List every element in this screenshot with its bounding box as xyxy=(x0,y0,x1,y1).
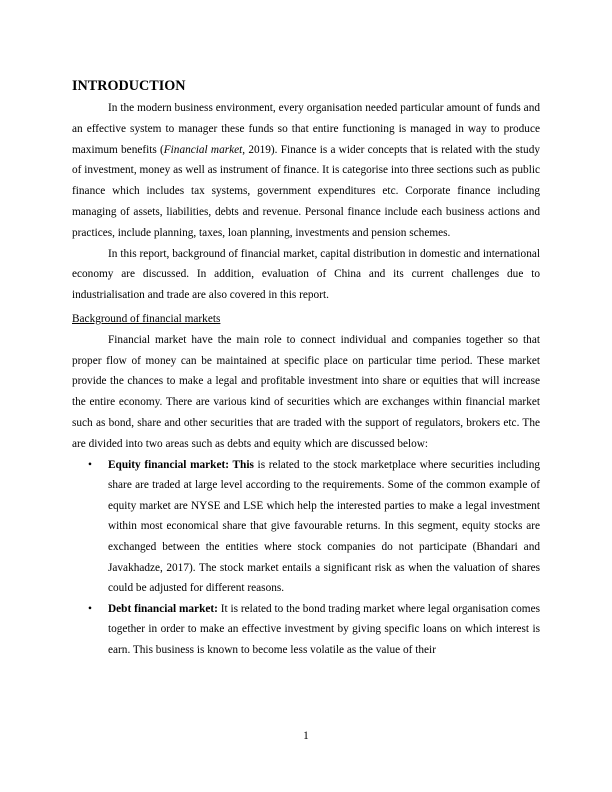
background-paragraph: Financial market have the main role to connect individual and companies together so that proper flow of money can be maintained at specific place on particular time period. These market provide the chances to make a legal and profitable investment into share or equities that will increase the entire economy. There are various kind of securities which are exchanges within financial market such as bond, share and other securities that are traded with the support of regulators, brokers etc. The are divided into two areas such as debts and equity which are discussed below: xyxy=(72,333,540,450)
subheading-background: Background of financial markets xyxy=(72,312,221,325)
list-item xyxy=(72,599,540,661)
bullet-icon: • xyxy=(88,458,92,471)
bullet-list xyxy=(72,455,540,661)
intro-text-part2: , 2019). Finance is a wider concepts that is related with the study of investment, money as well as instrument of finance. It is categorise into three sections such as public finance which includes tax systems, government expenditures etc. Corporate finance including managing of assets, liabilities, debts and revenue. Personal finance include each business actions and practices, include planning, taxes, loan planning, investments and pension schemes. xyxy=(72,143,540,239)
bullet-text: It is related to the bond trading market where legal organisation comes together in order to make an effective investment by giving specific loans on which interest is earn. This business is known to become less volatile as the value of their xyxy=(108,602,540,656)
bullet-icon: • xyxy=(88,602,92,615)
intro-paragraph xyxy=(72,98,540,244)
intro-citation: Financial market xyxy=(163,143,243,156)
bullet-text: is related to the stock marketplace where securities including share are traded at large level according to the requirements. Some of the common example of equity market are NYSE and LSE which help the interested parties to make a legal investment within most economical share that give favourable returns. In this segment, equity stocks are exchanged between the entities where stock companies do not participate (Bhandari and Javakhadze, 2017). The stock market entails a significant risk as when the valuation of shares could be adjusted for different reasons. xyxy=(108,458,540,595)
section-heading: INTRODUCTION xyxy=(72,78,186,94)
intro-text-part1: In the modern business environment, every organisation needed particular amount of funds and an effective system to manager these funds so that entire functioning is managed in way to produce maximum benefits ( xyxy=(72,102,540,156)
report-paragraph: In this report, background of financial market, capital distribution in domestic and international economy are discussed. In addition, evaluation of China and its current challenges due to industrialisation and trade are also covered in this report. xyxy=(72,247,540,302)
document-page xyxy=(72,76,540,660)
bullet-title: Debt financial market: xyxy=(108,602,218,615)
list-item xyxy=(72,455,540,599)
bullet-title: Equity financial market: This xyxy=(108,458,254,471)
page-number: 1 xyxy=(303,730,309,742)
